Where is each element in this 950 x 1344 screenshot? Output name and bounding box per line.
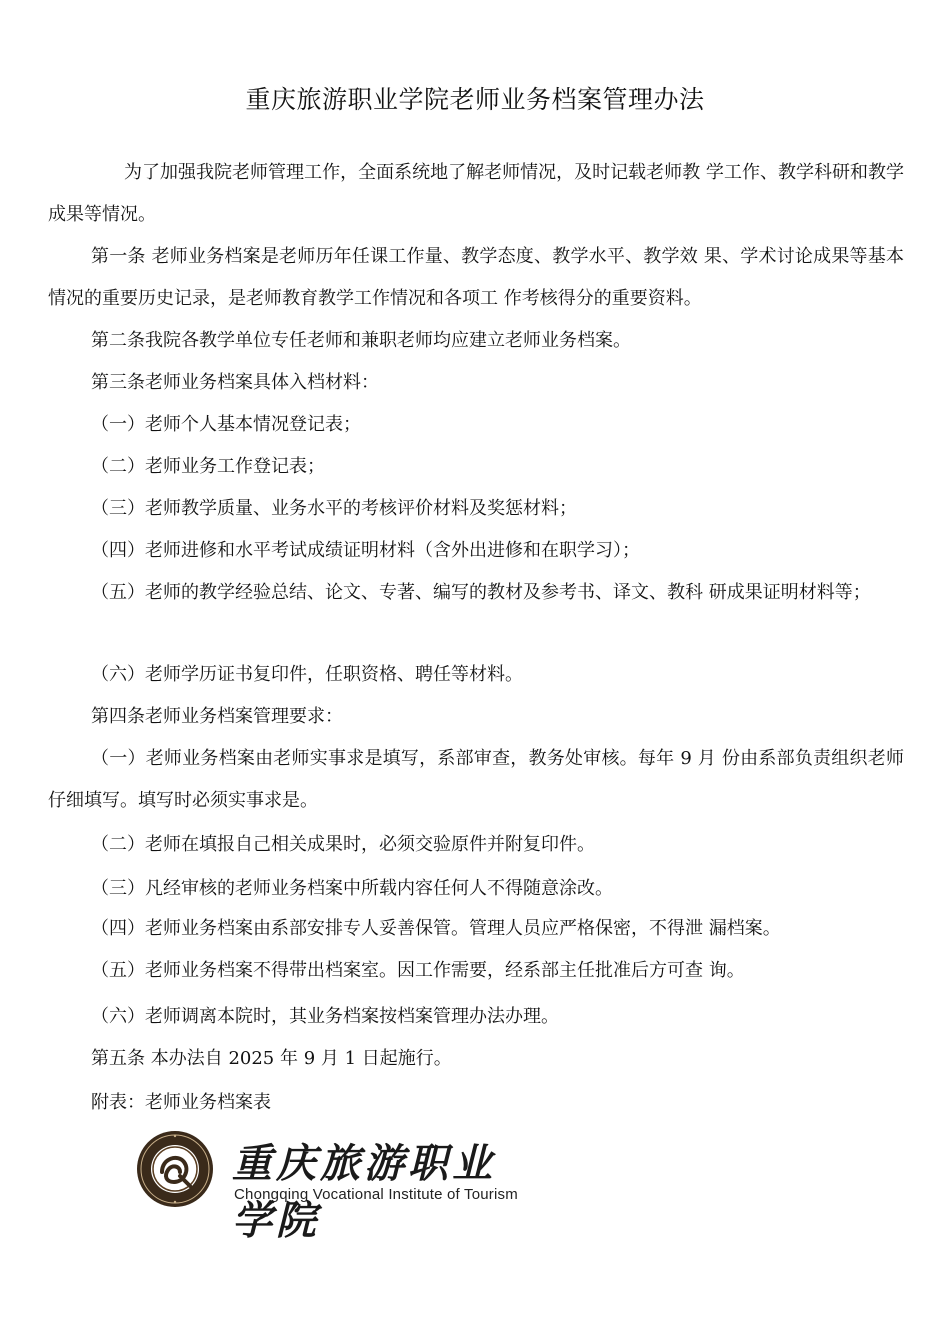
paragraph-article-3: 第三条老师业务档案具体入档材料： (91, 372, 379, 393)
list-item: （五）老师业务档案不得带出档案室。因工作需要，经系部主任批准后方可查 询。 (91, 960, 745, 981)
list-item: （二）老师业务工作登记表； (91, 456, 325, 477)
list-item: （三）凡经审核的老师业务档案中所载内容任何人不得随意涂改。 (91, 878, 613, 899)
paragraph-article-5: 第五条 本办法自 2025 年 9 月 1 日起施行。 (91, 1048, 452, 1069)
list-item: （五）老师的教学经验总结、论文、专著、编写的教材及参考书、译文、教科 研成果证明材料等； (91, 582, 871, 603)
paragraph-article-2: 第二条我院各教学单位专任老师和兼职老师均应建立老师业务档案。 (91, 330, 631, 351)
list-item: （四）老师业务档案由系部安排专人妥善保管。管理人员应严格保密，不得泄 漏档案。 (91, 918, 781, 939)
paragraph-article-4: 第四条老师业务档案管理要求： (91, 706, 343, 727)
document-title: 重庆旅游职业学院老师业务档案管理办法 (245, 85, 705, 114)
logo-chinese-name: 重庆旅游职业学院 (232, 1140, 496, 1244)
list-item: （二）老师在填报自己相关成果时，必须交验原件并附复印件。 (91, 834, 595, 855)
paragraph-intro: 为了加强我院老师管理工作，全面系统地了解老师情况，及时记载老师教 学工作、教学科研和教学成果等情况。 (48, 162, 904, 225)
list-item: （六）老师学历证书复印件，任职资格、聘任等材料。 (91, 664, 523, 685)
list-item: （一）老师业务档案由老师实事求是填写，系部审查，教务处审核。每年 9 月 份由系部负责组织老师仔细填写。填写时必须实事求是。 (48, 748, 904, 811)
list-item: （三）老师教学质量、业务水平的考核评价材料及奖惩材料； (91, 498, 577, 519)
list-item: （一）老师个人基本情况登记表； (91, 414, 361, 435)
logo-english-name: Chongqing Vocational Institute of Tourism (234, 1186, 518, 1203)
seal-icon (136, 1130, 214, 1208)
paragraph-article-1: 第一条 老师业务档案是老师历年任课工作量、教学态度、教学水平、教学效 果、学术讨论成果等基本情况的重要历史记录，是老师教育教学工作情况和各项工 作考核得分的重要资料。 (48, 246, 904, 309)
list-item: （四）老师进修和水平考试成绩证明材料（含外出进修和在职学习）； (91, 540, 640, 561)
institution-logo (136, 1128, 536, 1244)
list-item: （六）老师调离本院时，其业务档案按档案管理办法办理。 (91, 1006, 559, 1027)
paragraph-attachment: 附表：老师业务档案表 (91, 1092, 271, 1113)
